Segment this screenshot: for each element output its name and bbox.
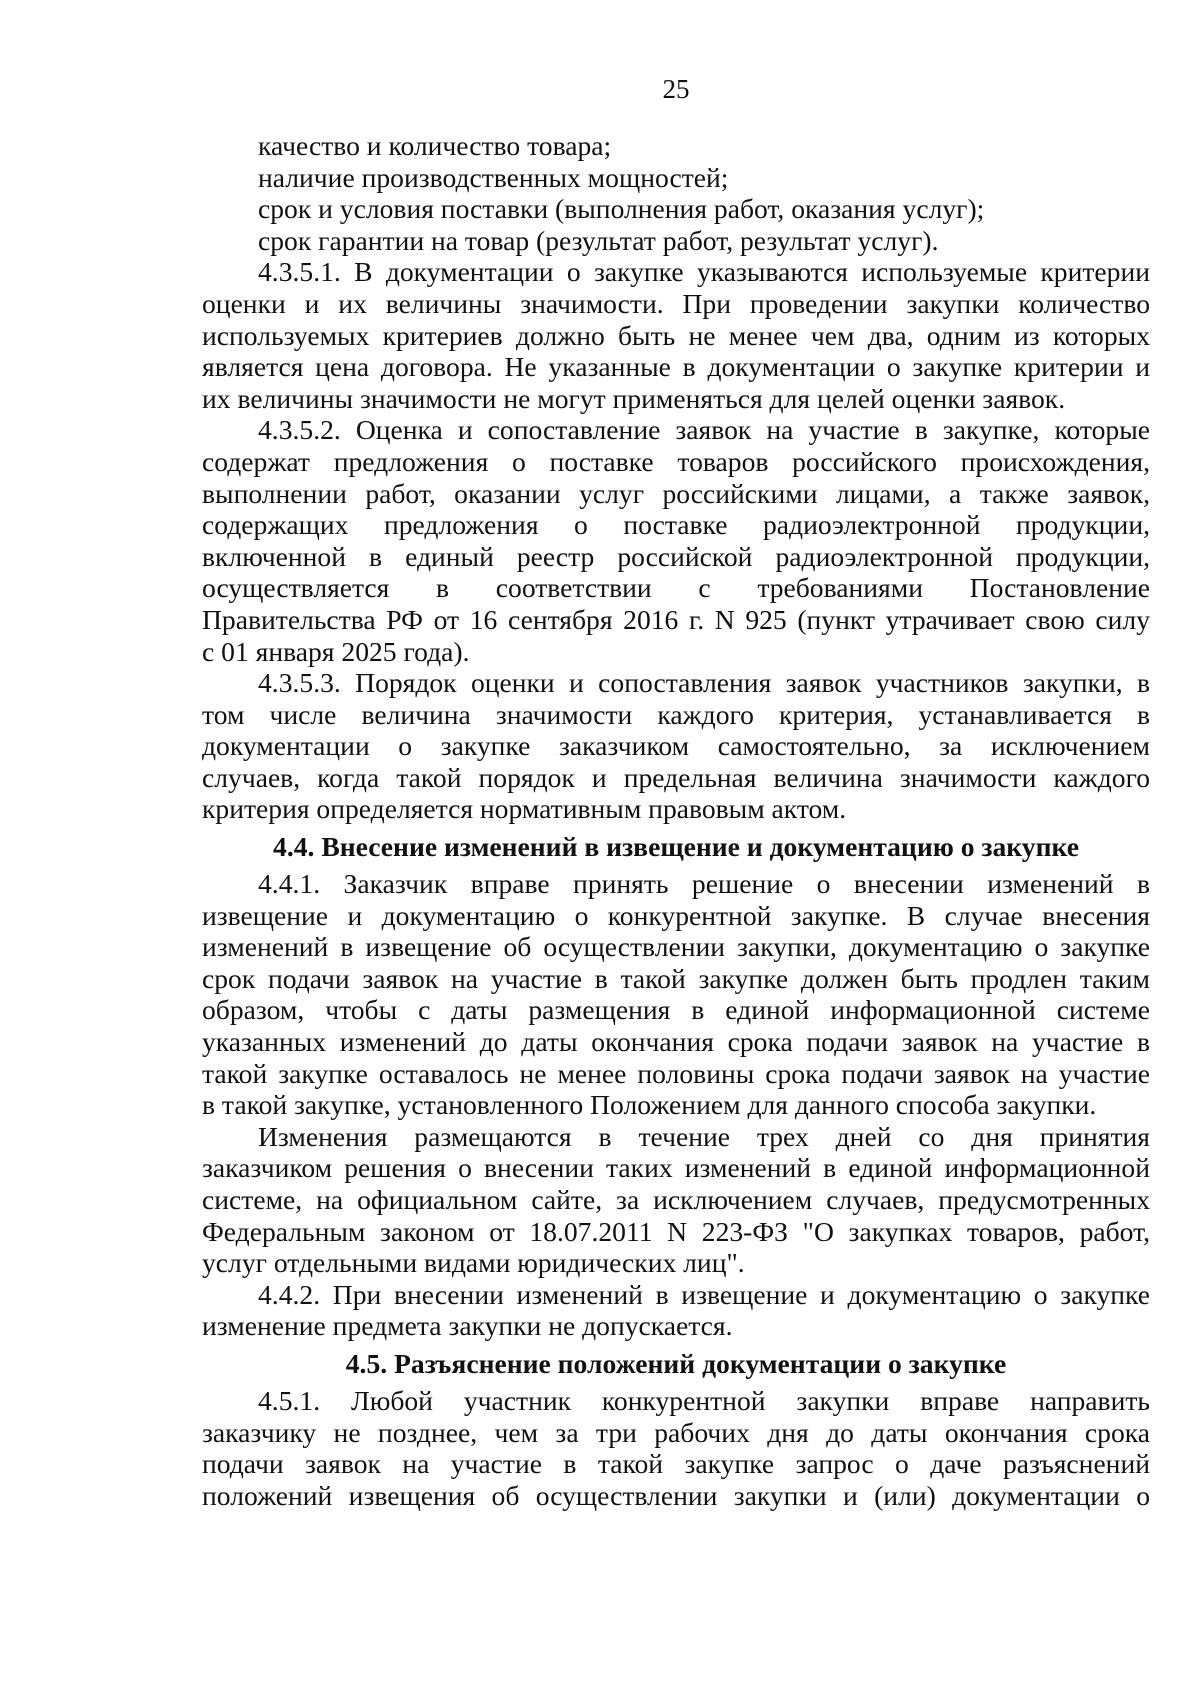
paragraph-4-5-1-line: заказчику не позднее, чем за три рабочих дня до даты окончания срока (202, 1416, 1150, 1448)
paragraph-4-3-5-3-line: документации о закупке заказчиком самостоятельно, за исключением (202, 730, 1150, 762)
paragraph-4-3-5-3-line: случаев, когда такой порядок и предельная величина значимости каждого (202, 761, 1150, 793)
paragraph-changes-line: Федеральным законом от 18.07.2011 N 223-ФЗ "О закупках товаров, работ, (202, 1215, 1150, 1247)
paragraph-4-4-1-line: извещение и документацию о конкурентной закупке. В случае внесения (202, 899, 1150, 931)
paragraph-4-3-5-2-line: включенной в единый реестр российской радиоэлектронной продукции, (202, 540, 1150, 572)
paragraph-4-4-1-line: 4.4.1. Заказчик вправе принять решение о внесении изменений в (258, 868, 1150, 900)
paragraph-changes-line: услуг отдельными видами юридических лиц". (202, 1247, 745, 1279)
document-body (202, 130, 1150, 1511)
paragraph-4-4-1-line: срок подачи заявок на участие в такой закупке должен быть продлен таким (202, 962, 1150, 994)
paragraph-4-4-2-line: изменение предмета закупки не допускается. (202, 1310, 733, 1342)
paragraph-4-4-1-line: изменений в извещение об осуществлении закупки, документацию о закупке (202, 931, 1150, 963)
paragraph-4-3-5-3-line: том числе величина значимости каждого критерия, устанавливается в (202, 698, 1150, 730)
text-line: срок гарантии на товар (результат работ, результат услуг). (258, 224, 939, 256)
paragraph-4-3-5-3-line: критерия определяется нормативным правовым актом. (202, 793, 847, 825)
paragraph-4-3-5-2-line: содержащих предложения о поставке радиоэлектронной продукции, (202, 509, 1150, 541)
text-line: срок и условия поставки (выполнения работ, оказания услуг); (258, 193, 985, 225)
paragraph-4-4-1-line: указанных изменений до даты окончания срока подачи заявок на участие в (202, 1026, 1150, 1058)
paragraph-4-3-5-2-line: осуществляется в соответствии с требованиями Постановление (202, 572, 1150, 604)
paragraph-4-3-5-1-line: используемых критериев должно быть не менее чем два, одним из которых (202, 319, 1150, 351)
paragraph-4-4-1-line: образом, чтобы с даты размещения в единой информационной системе (202, 994, 1150, 1026)
section-heading-4-5: 4.5. Разъяснение положений документации о закупке (345, 1347, 1007, 1379)
paragraph-4-5-1-line: подачи заявок на участие в такой закупке запрос о даче разъяснений (202, 1448, 1150, 1480)
paragraph-4-3-5-1-line: 4.3.5.1. В документации о закупке указываются используемые критерии (258, 256, 1150, 288)
paragraph-4-3-5-2-line: Правительства РФ от 16 сентября 2016 г. N 925 (пункт утрачивает свою силу (202, 603, 1150, 635)
paragraph-4-4-1-line: такой закупке оставалось не менее половины срока подачи заявок на участие (202, 1057, 1150, 1089)
section-heading-4-4: 4.4. Внесение изменений в извещение и документацию о закупке (273, 831, 1079, 863)
text-line: наличие производственных мощностей; (258, 161, 729, 193)
paragraph-changes-line: заказчиком решения о внесении таких изменений в единой информационной (202, 1152, 1150, 1184)
paragraph-4-3-5-1-line: является цена договора. Не указанные в документации о закупке критерии и (202, 351, 1150, 383)
paragraph-4-4-1-line: в такой закупке, установленного Положением для данного способа закупки. (202, 1089, 1097, 1121)
text-line: качество и количество товара; (258, 130, 612, 161)
paragraph-4-5-1-line: 4.5.1. Любой участник конкурентной закупки вправе направить (258, 1384, 1150, 1416)
paragraph-4-3-5-3-line: 4.3.5.3. Порядок оценки и сопоставления заявок участников закупки, в (258, 667, 1150, 699)
page-number: 25 (662, 74, 690, 104)
paragraph-4-3-5-2-line: выполнении работ, оказании услуг российскими лицами, а также заявок, (202, 477, 1150, 509)
paragraph-changes-line: Изменения размещаются в течение трех дней со дня принятия (258, 1120, 1150, 1152)
paragraph-4-4-2-line: 4.4.2. При внесении изменений в извещение и документацию о закупке (258, 1278, 1150, 1310)
paragraph-4-3-5-2-line: 4.3.5.2. Оценка и сопоставление заявок на участие в закупке, которые (258, 414, 1150, 446)
paragraph-4-3-5-1-line: их величины значимости не могут применяться для целей оценки заявок. (202, 382, 1066, 414)
paragraph-4-5-1-line: положений извещения об осуществлении закупки и (или) документации о (202, 1479, 1150, 1511)
paragraph-4-3-5-1-line: оценки и их величины значимости. При проведении закупки количество (202, 287, 1150, 319)
paragraph-4-3-5-2-line: содержат предложения о поставке товаров российского происхождения, (202, 445, 1150, 477)
paragraph-4-3-5-2-line: с 01 января 2025 года). (202, 635, 470, 667)
paragraph-changes-line: системе, на официальном сайте, за исключением случаев, предусмотренных (202, 1184, 1150, 1215)
